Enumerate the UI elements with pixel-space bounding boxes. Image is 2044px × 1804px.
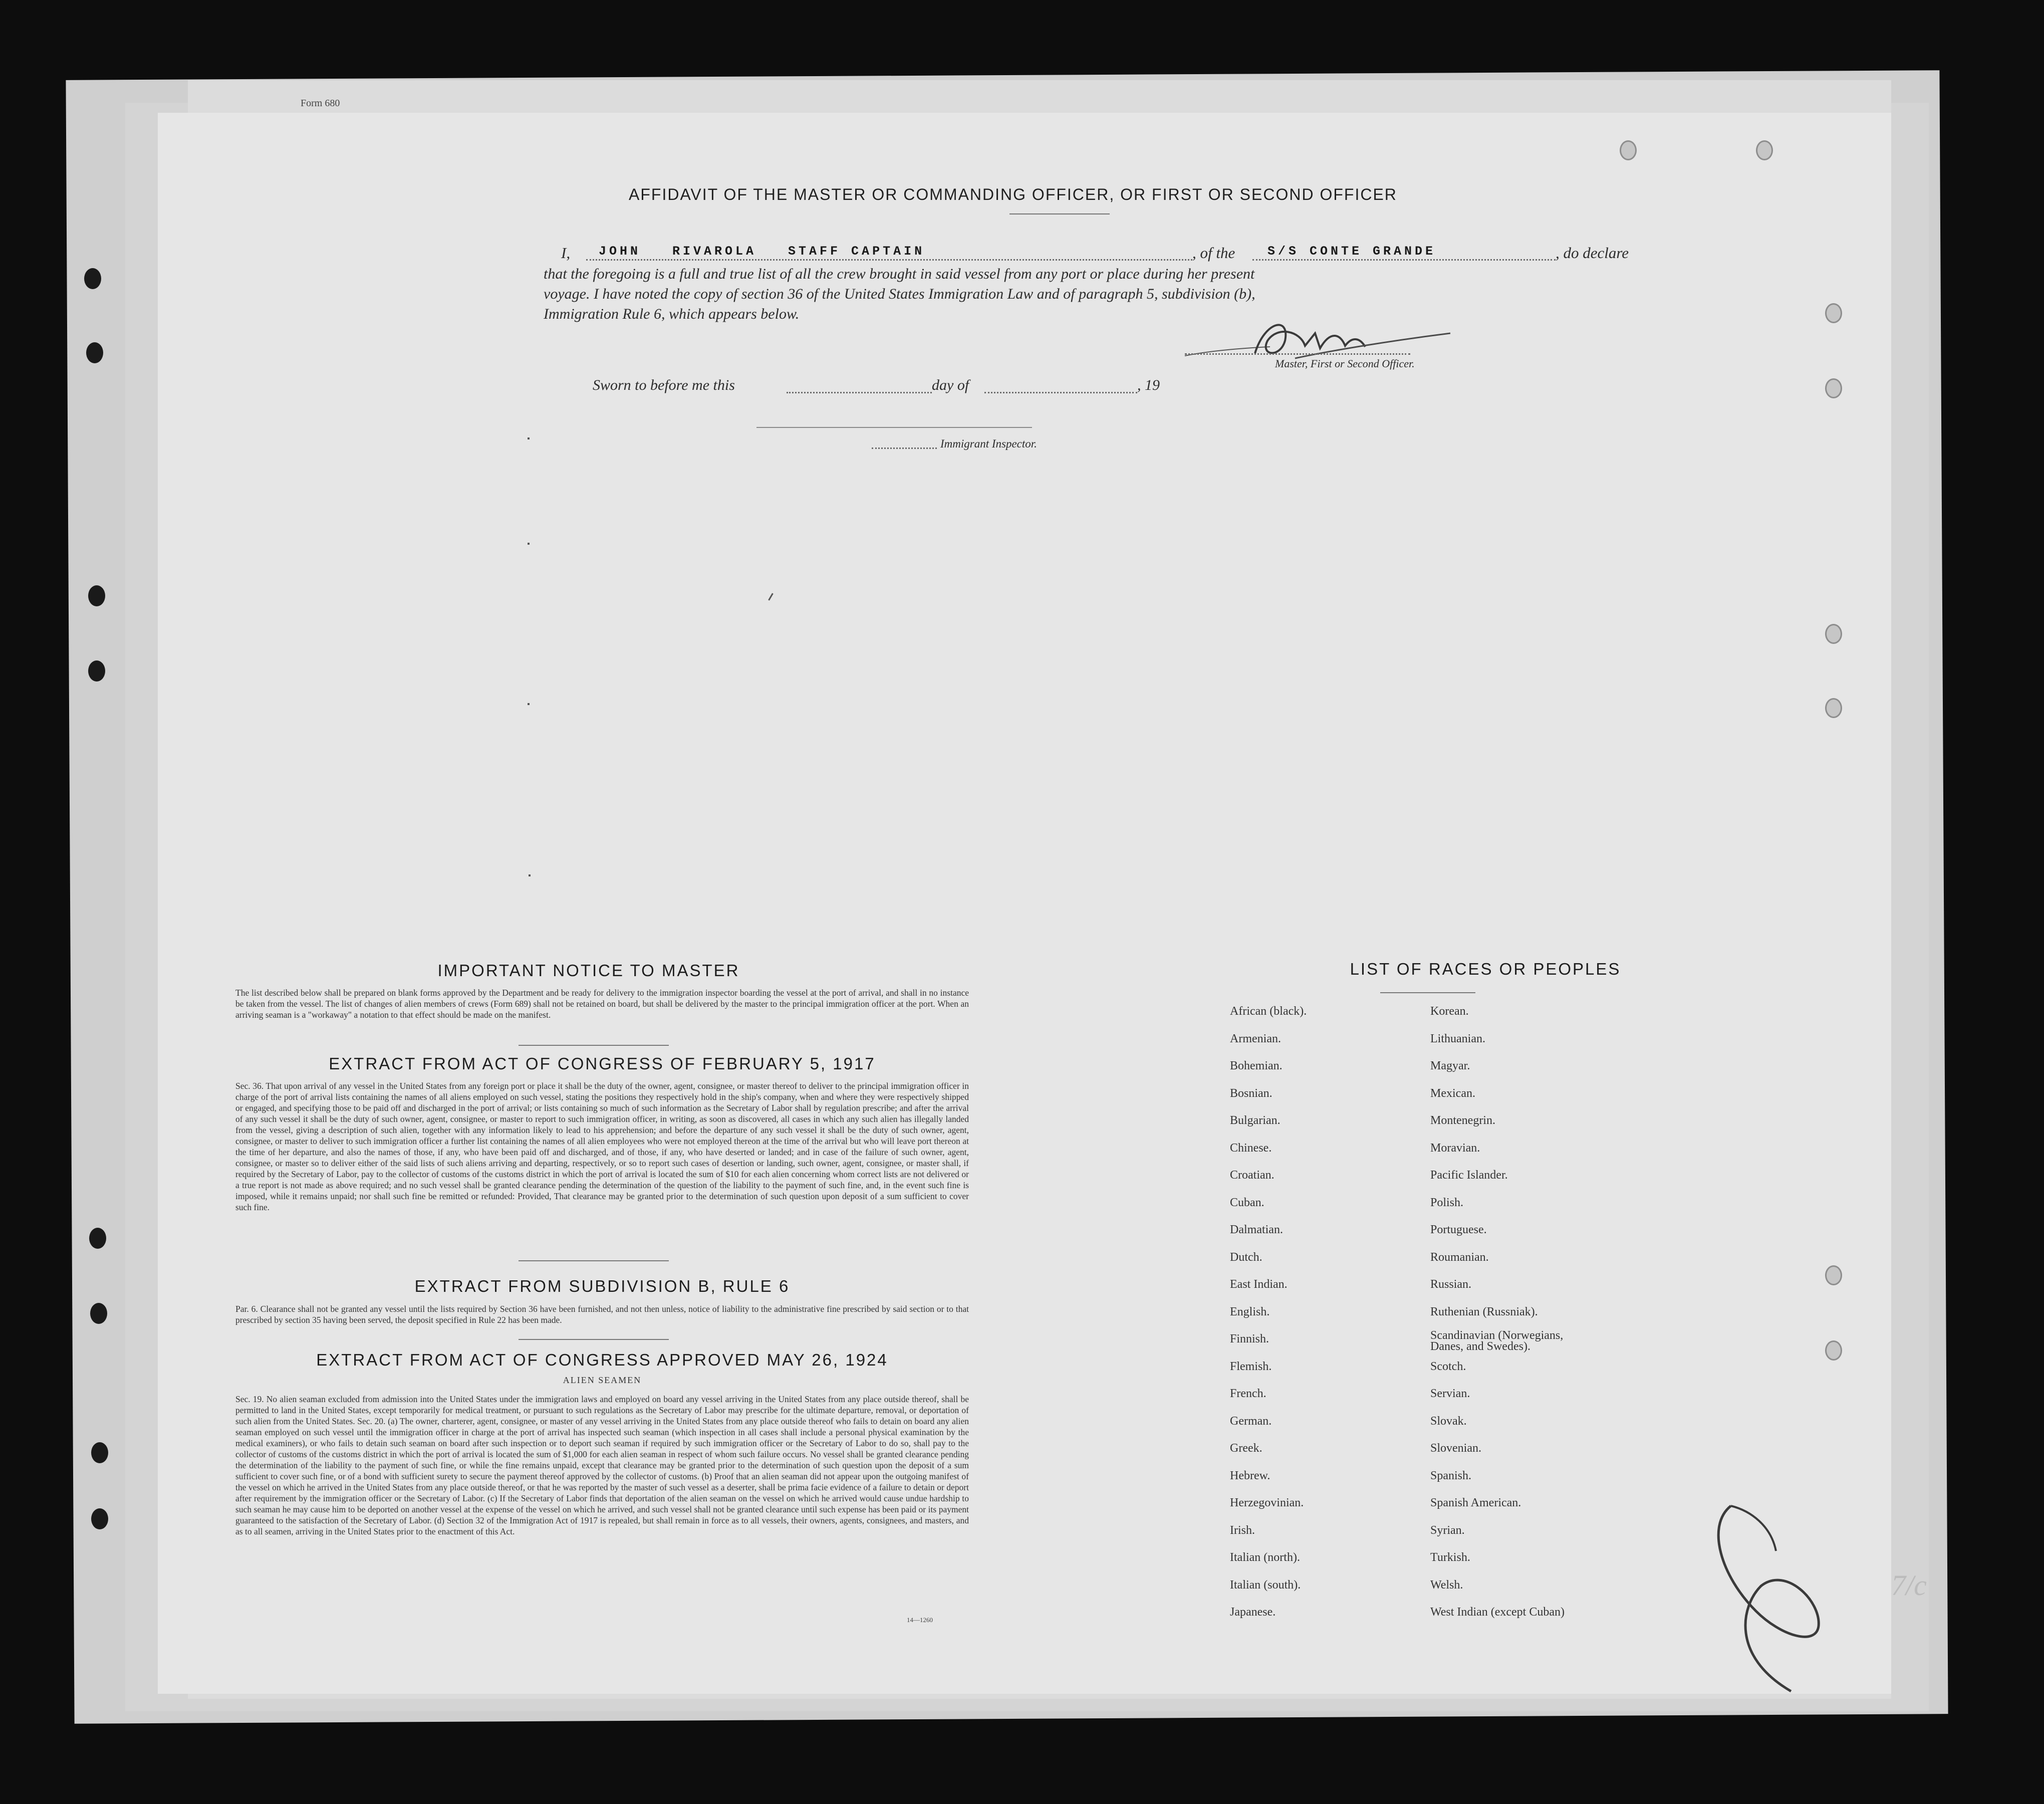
signature-caption: Master, First or Second Officer. (1275, 357, 1415, 370)
speck (529, 874, 531, 876)
race-item: Polish. (1430, 1196, 1464, 1209)
affidavit-do-declare: , do declare (1556, 244, 1629, 262)
divider (519, 1260, 669, 1261)
race-item: Spanish. (1430, 1469, 1472, 1482)
race-item: Mexican. (1430, 1086, 1475, 1100)
notice-title: IMPORTANT NOTICE TO MASTER (437, 961, 740, 980)
race-item: Greek. (1230, 1442, 1262, 1455)
affidavit-title: AFFIDAVIT OF THE MASTER OR COMMANDING OFFICER, OR FIRST OR SECOND OFFICER (629, 185, 1397, 203)
race-item: Japanese. (1230, 1606, 1276, 1619)
punch-hole (88, 660, 105, 682)
affidavit-i-label: I, (561, 244, 571, 262)
punch-hole (89, 1228, 106, 1249)
race-item: Pacific Islander. (1430, 1169, 1508, 1182)
race-item: Scandinavian (Norwegians, Danes, and Swedes). (1430, 1329, 1564, 1353)
race-item: Bohemian. (1230, 1059, 1283, 1072)
race-item: West Indian (except Cuban) (1430, 1606, 1565, 1619)
punch-hole (84, 268, 101, 289)
race-item: Roumanian. (1430, 1250, 1489, 1264)
race-item: Russian. (1430, 1278, 1472, 1291)
race-item: German. (1230, 1414, 1272, 1428)
race-item: Slovenian. (1430, 1442, 1481, 1455)
notice-text: The list described below shall be prepared on blank forms approved by the Department and be ready for delivery to the immigration inspector boarding the vessel at the port of arrival, and shall in no instance be taken from the vessel. The list of changes of alien members of crews (Form 689) shall not be retained on board, but shall be delivered by the master to the principal immigration officer at the port. When an arriving seaman is a "workaway" a notation to that effect should be made on the manifest. (235, 988, 969, 1020)
race-item: Bosnian. (1230, 1086, 1272, 1100)
punch-hole (1825, 698, 1842, 718)
race-item: Syrian. (1430, 1523, 1465, 1537)
race-item: Ruthenian (Russniak). (1430, 1305, 1538, 1318)
speck (528, 543, 530, 545)
punch-hole (1825, 1265, 1842, 1285)
divider (1009, 213, 1110, 214)
race-item: Lithuanian. (1430, 1032, 1485, 1045)
race-item: Turkish. (1430, 1551, 1470, 1564)
race-item: Montenegrin. (1430, 1114, 1495, 1127)
race-item: Italian (south). (1230, 1578, 1301, 1592)
punch-hole (91, 1508, 108, 1529)
race-item: Cuban. (1230, 1196, 1264, 1209)
crew-list-affidavit-page (158, 113, 1891, 1694)
affidavit-line-2: that the foregoing is a full and true list of all the crew brought in said vessel from any port or place during her present (544, 266, 1255, 282)
signature-blank (1185, 353, 1410, 355)
extract-1917-text: Sec. 36. That upon arrival of any vessel in the United States from any foreign port or place it shall be the duty of the owner, agent, consignee, or master thereof to deliver to the principal immigration officer in charge of the port of arrival lists containing the names of all aliens employed on such vessel, stating the positions they respectively hold in the ship's company, when and where they were respectively shipped or engaged, and specifying those to be paid off and discharged in the port of arrival; or lists containing so much of such information as the Secretary of Labor shall by regulation prescribe; and after the arrival of any such vessel it shall be the duty of such owner, agent, consignee, or master to report to such immigration officer, in writing, as soon as discovered, all cases in which any such alien has illegally landed from the vessel, giving a description of such alien, together with any information likely to lead to his apprehension; and before the departure of any such vessel it shall be the duty of such owner, agent, consignee, or master to deliver to such immigration officer a further list containing the names of all alien employees who were not employed thereon at the time of the arrival but who will leave port thereon at the time of her departure, and also the names of those, if any, who have been paid off and discharged, and of those, if any, who have deserted or landed; and in case of the failure of such owner, agent, consignee, or master so to deliver either of the said lists of such aliens arriving and departing, respectively, or so to report such cases of desertion or landing, such owner, agent, consignee, or master shall, if required by the Secretary of Labor, pay to the collector of customs of the customs district in which the port of arrival is located the sum of $10 for each alien concerning whom correct lists are not delivered or a true report is not made as above required; and no such vessel shall be granted clearance pending the determination of the question of the liability to the payment of such fine, and, in the event such fine is imposed, while it remains unpaid; nor shall such fine be remitted or refunded: Provided, That clearance may be granted prior to the determination of such question upon deposit of a sum sufficient to cover such fine. (235, 1081, 969, 1212)
divider (519, 1045, 669, 1046)
race-item: Croatian. (1230, 1169, 1274, 1182)
affidavit-of-the: , of the (1192, 244, 1235, 262)
affidavit-line-3: voyage. I have noted the copy of section 36 of the United States Immigration Law and of paragraph 5, subdivision (b), (544, 286, 1255, 302)
punch-hole (1825, 303, 1842, 323)
punch-hole (91, 1442, 108, 1463)
race-item: Dalmatian. (1230, 1223, 1283, 1236)
race-item: Magyar. (1430, 1059, 1470, 1072)
race-item: Herzegovinian. (1230, 1496, 1304, 1509)
race-item: English. (1230, 1305, 1270, 1318)
print-code: 14—1260 (907, 1616, 933, 1624)
inspector-caption: Immigrant Inspector. (940, 437, 1037, 450)
alien-seamen-subtitle: ALIEN SEAMEN (563, 1375, 642, 1385)
race-item: Chinese. (1230, 1141, 1272, 1155)
punch-hole (88, 585, 105, 606)
extract-1924-text: Sec. 19. No alien seaman excluded from admission into the United States under the immigration laws and employed on board any vessel arriving in the United States from any place outside thereof, shall be permitted to land in the United States, except temporarily for medical treatment, or pursuant to such regulations as the Secretary of Labor may prescribe for the ultimate departure, removal, or deportation of such alien from the United States. Sec. 20. (a) The owner, charterer, agent, consignee, or master of any vessel arriving in the United States from any place outside thereof who fails to detain on board any alien seaman employed on such vessel until the immigration officer in charge at the port of arrival has inspected such seaman (which inspection in all cases shall include a personal physical examination by the medical examiners), or who fails to detain such seaman on board after such inspection or to deport such seaman if required by such immigration officer or the Secretary of Labor to do so, shall pay to the collector of customs of the customs district in which the port of arrival is located the sum of $1,000 for each alien seaman in respect of whom such failure occurs. No vessel shall be granted clearance pending the determination of the liability to the payment of such fine, or while the fine remains unpaid, except that clearance may be granted prior to the determination of such question upon the deposit of a sum sufficient to cover such fine, or of a bond with sufficient surety to secure the payment thereof approved by the collector of customs. (b) Proof that an alien seaman did not appear upon the outgoing manifest of the vessel on which he arrived in the United States from any place outside thereof, or that he was reported by the master of such vessel as a deserter, shall be prima facie evidence of a failure to detain or deport after requirement by the immigration officer or the Secretary of Labor. (c) If the Secretary of Labor finds that deportation of the alien seaman on the vessel on which he arrived would cause undue hardship to such seaman he may cause him to be deported on another vessel at the expense of the vessel on which he arrived, and such vessel shall not be granted clearance until such expense has been paid or its payment guaranteed to the satisfaction of the Secretary of Labor. (d) Section 32 of the Immigration Act of 1917 is repealed, but shall remain in force as to all vessels, their owners, agents, consignees, and masters, and as to all seamen, arriving in the United States prior to the enactment of this Act. (235, 1394, 969, 1536)
extract-rule6-text: Par. 6. Clearance shall not be granted any vessel until the lists required by Section 36 have been furnished, and not then unless, notice of liability to the administrative fine prescribed by said section or to that prescribed by section 35 having been served, the deposit specified in Rule 22 has been made. (235, 1304, 969, 1325)
race-item: Dutch. (1230, 1250, 1262, 1264)
affidavit-line-4: Immigration Rule 6, which appears below. (544, 306, 800, 322)
extract-1917-title: EXTRACT FROM ACT OF CONGRESS OF FEBRUARY 5, 1917 (329, 1054, 876, 1073)
sworn-label: Sworn to before me this (593, 377, 735, 393)
punch-hole (86, 342, 103, 363)
race-item: Portuguese. (1430, 1223, 1487, 1236)
officer-name: JOHN RIVAROLA STAFF CAPTAIN (599, 244, 925, 259)
race-item: Finnish. (1230, 1332, 1269, 1345)
divider (1380, 992, 1475, 993)
vessel-name: S/S CONTE GRANDE (1267, 244, 1436, 259)
form-number: Form 680 (301, 98, 340, 109)
race-item: French. (1230, 1387, 1266, 1400)
speck (528, 703, 530, 705)
punch-hole (1825, 624, 1842, 644)
divider (519, 1339, 669, 1340)
margin-note: 7/c (1891, 1569, 1927, 1602)
race-item: East Indian. (1230, 1278, 1288, 1291)
race-item: Spanish American. (1430, 1496, 1521, 1509)
race-item: Korean. (1430, 1005, 1469, 1018)
inspector-blank (872, 447, 937, 449)
race-item: Hebrew. (1230, 1469, 1270, 1482)
race-item: Italian (north). (1230, 1551, 1300, 1564)
vessel-blank (1252, 259, 1556, 261)
race-item: African (black). (1230, 1005, 1307, 1018)
race-item: Armenian. (1230, 1032, 1281, 1045)
handwritten-mark (1701, 1496, 1831, 1696)
punch-hole (1825, 378, 1842, 398)
punch-hole (90, 1303, 107, 1324)
race-item: Flemish. (1230, 1360, 1272, 1373)
speck (528, 437, 530, 439)
speck (768, 593, 774, 600)
race-item: Scotch. (1430, 1360, 1466, 1373)
extract-rule6-title: EXTRACT FROM SUBDIVISION B, RULE 6 (414, 1277, 790, 1295)
inspector-signature-line (756, 427, 1032, 428)
punch-hole (1756, 140, 1773, 160)
race-item: Servian. (1430, 1387, 1470, 1400)
sworn-month-blank (984, 392, 1137, 393)
day-of-label: day of (932, 377, 969, 393)
race-item: Irish. (1230, 1523, 1255, 1537)
year-label: , 19 (1137, 377, 1160, 393)
punch-hole (1825, 1340, 1842, 1361)
races-title: LIST OF RACES OR PEOPLES (1350, 960, 1621, 978)
race-item: Welsh. (1430, 1578, 1463, 1592)
race-item: Bulgarian. (1230, 1114, 1281, 1127)
punch-hole (1620, 140, 1637, 160)
race-item: Slovak. (1430, 1414, 1467, 1428)
race-item: Moravian. (1430, 1141, 1480, 1155)
sworn-day-blank (787, 392, 932, 393)
name-blank (586, 259, 1192, 261)
extract-1924-title: EXTRACT FROM ACT OF CONGRESS APPROVED MAY 26, 1924 (316, 1350, 888, 1369)
